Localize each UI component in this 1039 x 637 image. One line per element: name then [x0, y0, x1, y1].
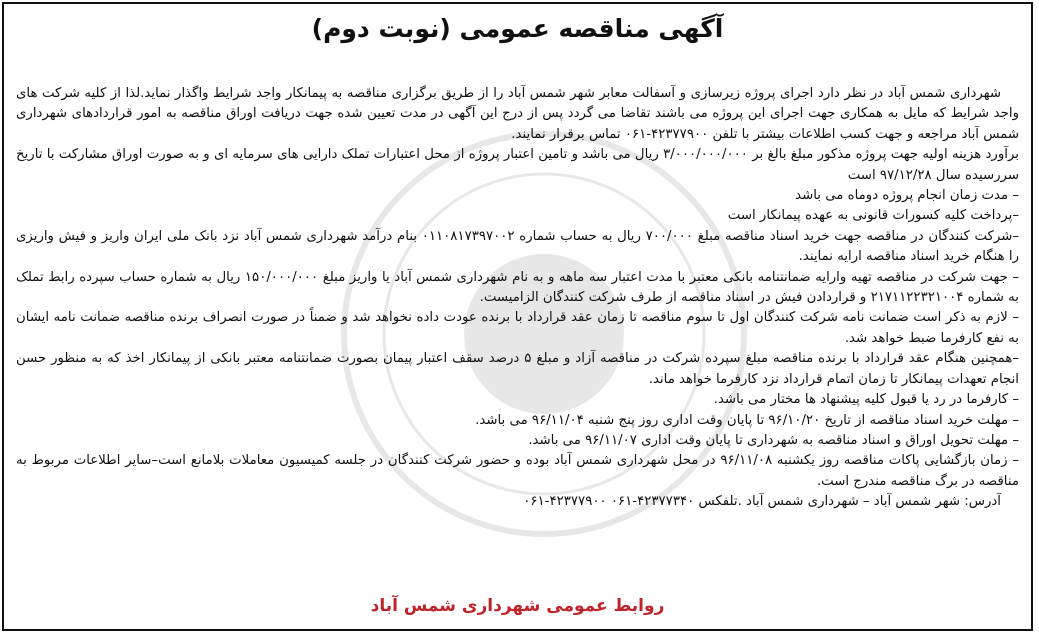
- paragraph-budget: برآورد هزینه اولیه جهت پروژه مذکور مبلغ بالغ بر ۳/۰۰۰/۰۰۰/۰۰۰ ریال می باشد و تامین اعتبار پروژه از محل اعتبارات تملک دارایی های سرمایه ای و به صورت اوراق مشارکت با تاریخ سررسیده سال ۹۷/۱۲/۲۸ است: [16, 147, 1019, 183]
- notice-title: آگهی مناقصه عمومی (نوبت دوم): [311, 14, 724, 43]
- paragraph-opening: – زمان بازگشایی پاکات مناقصه روز یکشنبه ۹۶/۱۱/۰۸ در محل شهرداری شمس آباد بوده و حضور شرکت کنندگان در جلسه کمیسیون معاملات بلامانع است–سایر اطلاعات مربوط به مناقصه در برگ مناقصه مندرج است.: [16, 453, 1019, 489]
- notice-body: [16, 84, 1019, 513]
- notice-frame: [2, 2, 1033, 631]
- paragraph-contract-deposit: –همچنین هنگام عقد قرارداد با برنده مناقصه مبلغ سپرده شرکت در مناقصه آزاد و مبلغ ۵ درصد سقف اعتبار پیمان بصورت ضمانتنامه معتبر بانکی از پیمانکار اخذ که به منظور حسن انجام تعهدات پیمانکار تا زمان اتمام قرارداد نزد کارفرما خواهد ماند.: [16, 351, 1019, 387]
- paragraph-deductions: –پرداخت کلیه کسورات قانونی به عهده پیمانکار است: [727, 208, 1019, 224]
- paragraph-document-fee: –شرکت کنندگان در مناقصه جهت خرید اسناد مناقصه مبلغ ۷۰۰/۰۰۰ ریال به حساب شماره ۰۱۱۰۸۱۷۳۹۷۰۰۲ بنام درآمد شهرداری شمس آباد نزد بانک ملی ایران واریز و فیش واریزی را هنگام خرید اسناد مناقصه ارایه نمایند.: [16, 228, 1019, 265]
- paragraph-intro: شهرداری شمس آباد در نظر دارد اجرای پروژه زیرسازی و آسفالت معابر شهر شمس آباد را از طریق برگزاری مناقصه به پیمانکار واجد شرایط واگذار نماید.لذا از کلیه شرکت های واجد شرایط که مایل به همکاری جهت اجرای این پروژه می باشند تقاضا می گردد پس از درج این آگهی در مدت تعیین شده جهت دریافت اوراق مناقصه به امور قراردادهای شهرداری شمس آباد مراجعه و جهت کسب اطلاعات بیشتر با تلفن ۴۲۳۷۷۹۰۰-۰۶۱ تماس برقرار نمایند.: [16, 86, 1019, 142]
- paragraph-address: آدرس: شهر شمس آباد – شهرداری شمس آباد .تلفکس ۴۲۳۷۷۳۴۰-۰۶۱ ۴۲۳۷۷۹۰۰-۰۶۱: [523, 494, 1001, 510]
- paragraph-guarantee-return: – لازم به ذکر است ضمانت نامه شرکت کنندگان اول تا سوم مناقصه تا زمان عقد قرارداد با برنده عودت داده نخواهد شد و ضمناً در صورت انصراف برنده مناقصه ضمانت نامه ایشان به نفع کارفرما ضبط خواهد شد.: [16, 310, 1019, 346]
- paragraph-delivery-deadline: – مهلت تحویل اوراق و اسناد مناقصه به شهرداری تا پایان وقت اداری ۹۶/۱۱/۰۷ می باشد.: [528, 432, 1019, 448]
- paragraph-guarantee: – جهت شرکت در مناقصه تهیه وارایه ضمانتنامه بانکی معتبر با مدت اعتبار سه ماهه و به نام شهرداری شمس آباد یا واریز مبلغ ۱۵۰/۰۰۰/۰۰۰ ریال به شماره حساب سپرده رابط تملک به شماره ۲۱۷۱۱۲۲۳۲۱۰۰۴ و قراردادن فیش در اسناد مناقصه از طرف شرکت کنندگان الزامیست.: [16, 269, 1019, 306]
- paragraph-duration: – مدت زمان انجام پروژه دوماه می باشد: [795, 188, 1019, 204]
- notice-footer: روابط عمومی شهرداری شمس آباد: [370, 596, 665, 616]
- paragraph-employer-right: – کارفرما در رد یا قبول کلیه پیشنهاد ها مختار می باشد.: [713, 392, 1019, 408]
- paragraph-purchase-deadline: – مهلت خرید اسناد مناقصه از تاریخ ۹۶/۱۰/۲۰ تا پایان وقت اداری روز پنج شنبه ۹۶/۱۱/۰۴ می باشد.: [475, 412, 1019, 428]
